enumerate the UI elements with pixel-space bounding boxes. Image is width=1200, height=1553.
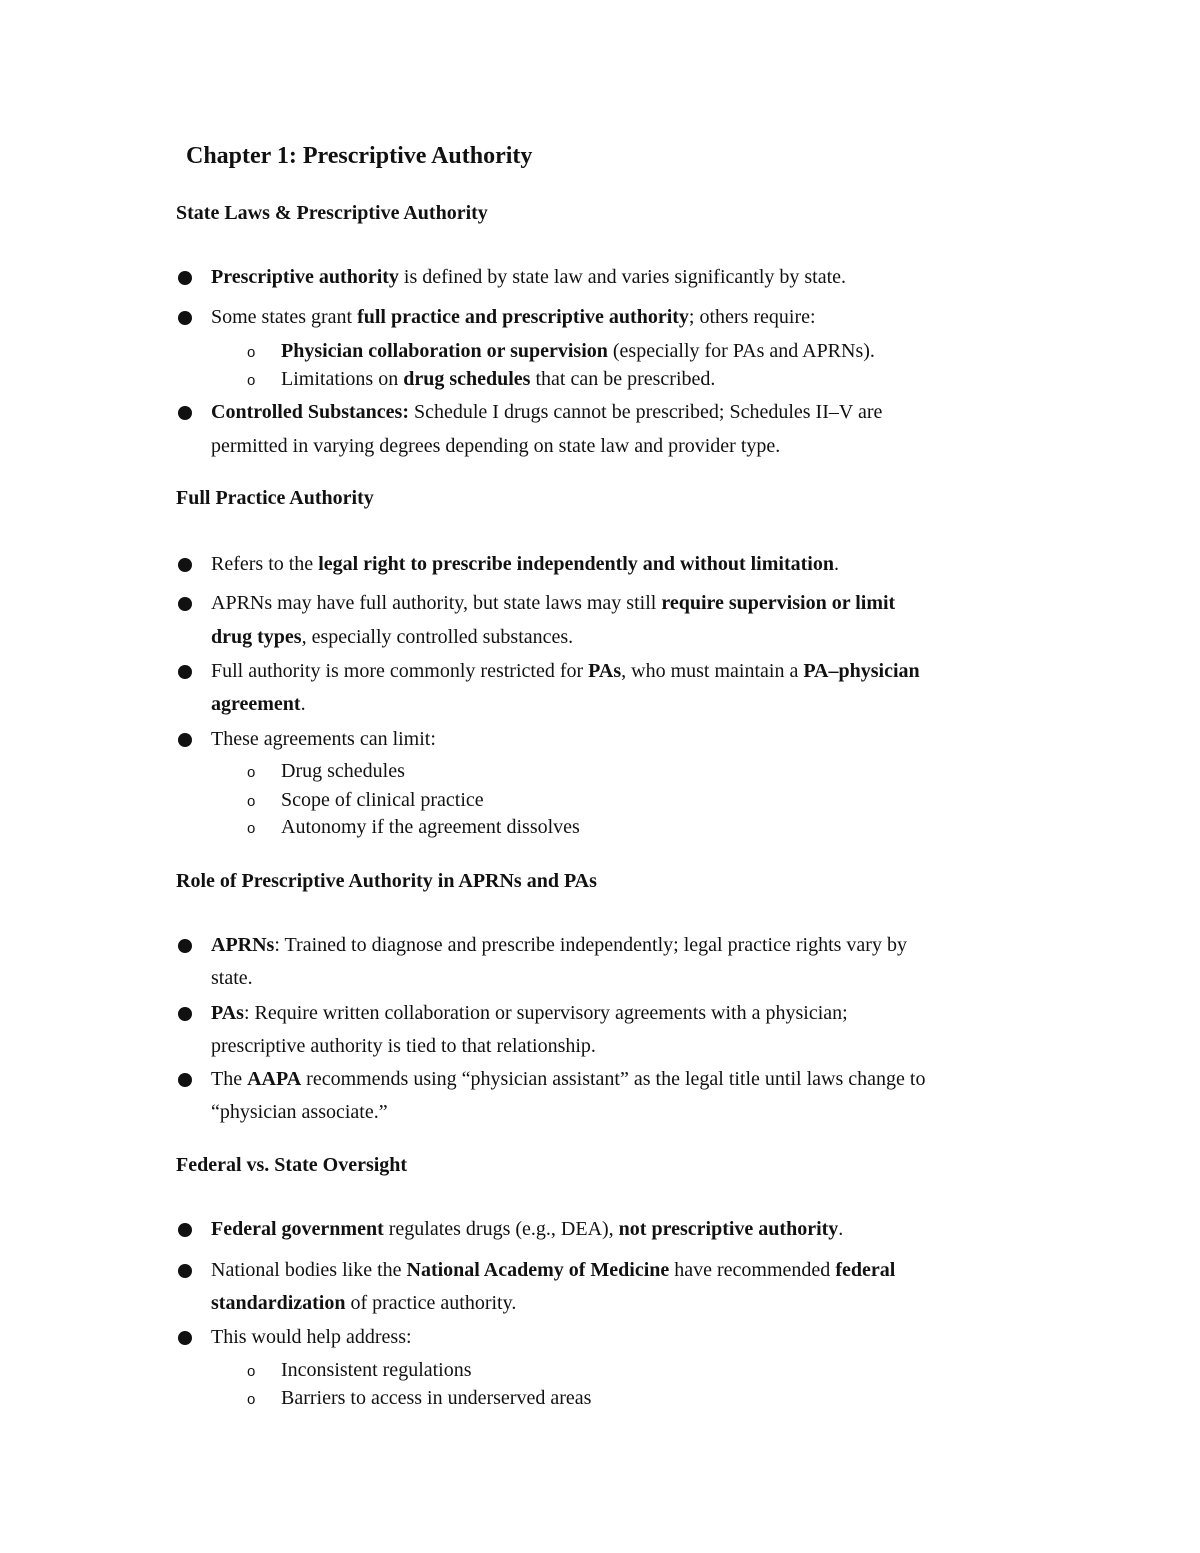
- list-item: [211, 552, 839, 576]
- bold-text: not prescriptive authority: [618, 1218, 839, 1240]
- text: .: [833, 553, 839, 575]
- bold-text: PAs: [588, 660, 622, 682]
- list-item: [211, 400, 882, 424]
- list-item: [211, 305, 816, 329]
- bold-text: drug types: [211, 626, 302, 648]
- bullet-dot-icon: [178, 1073, 192, 1087]
- section-heading: Role of Prescriptive Authority in APRNs and PAs: [176, 870, 597, 892]
- bold-text: PA–physician: [803, 660, 920, 682]
- list-item-continuation: [211, 692, 306, 716]
- text: APRNs may have full authority, but state laws may still: [211, 592, 662, 614]
- bullet-dot-icon: [178, 665, 192, 679]
- text: Some states grant: [211, 306, 358, 328]
- list-item-continuation: [211, 1291, 516, 1315]
- bold-text: drug schedules: [403, 368, 531, 390]
- bullet-dot-icon: [178, 1223, 192, 1237]
- list-item-continuation: [211, 625, 573, 649]
- text: Full authority is more commonly restricted for: [211, 660, 589, 682]
- text: Schedule I drugs cannot be prescribed; Schedules II–V are: [409, 401, 883, 423]
- list-item: [211, 659, 920, 683]
- text: These agreements can limit:: [211, 728, 436, 750]
- bullet-dot-icon: [178, 597, 192, 611]
- sub-list-item: [281, 1386, 591, 1410]
- bullet-dot-icon: [178, 939, 192, 953]
- list-item-continuation: [211, 1034, 596, 1058]
- bullet-dot-icon: [178, 271, 192, 285]
- list-item: [211, 1217, 843, 1241]
- list-item-continuation: [211, 966, 253, 990]
- text: , especially controlled substances.: [301, 626, 574, 648]
- sub-list-item: [281, 788, 484, 812]
- bold-text: federal: [835, 1259, 896, 1281]
- text: (especially for PAs and APRNs).: [607, 340, 875, 362]
- text: Inconsistent regulations: [281, 1359, 472, 1381]
- section-heading: Full Practice Authority: [176, 487, 374, 509]
- bold-text: AAPA: [247, 1068, 302, 1090]
- bold-text: National Academy of Medicine: [406, 1259, 670, 1281]
- bullet-dot-icon: [178, 1007, 192, 1021]
- list-item: [211, 591, 895, 615]
- bold-text: PAs: [211, 1002, 244, 1024]
- bold-text: APRNs: [211, 934, 275, 956]
- sub-list-item: [281, 367, 715, 391]
- text: .: [838, 1218, 844, 1240]
- text: prescriptive authority is tied to that relationship.: [211, 1035, 596, 1057]
- sub-bullet-circle-icon: o: [247, 820, 256, 837]
- text: Barriers to access in underserved areas: [281, 1387, 592, 1409]
- bold-text: Prescriptive authority: [211, 266, 399, 288]
- list-item: [211, 727, 436, 751]
- chapter-title: Chapter 1: Prescriptive Authority: [186, 143, 533, 169]
- sub-list-item: [281, 1358, 472, 1382]
- bold-text: require supervision or limit: [661, 592, 896, 614]
- list-item: [211, 1001, 848, 1025]
- bold-text: Controlled Substances:: [211, 401, 409, 423]
- text: that can be prescribed.: [530, 368, 716, 390]
- bullet-dot-icon: [178, 1264, 192, 1278]
- bullet-dot-icon: [178, 311, 192, 325]
- sub-bullet-circle-icon: o: [247, 764, 256, 781]
- bullet-dot-icon: [178, 558, 192, 572]
- bullet-dot-icon: [178, 1331, 192, 1345]
- text: Autonomy if the agreement dissolves: [281, 816, 580, 838]
- text: have recommended: [669, 1259, 836, 1281]
- sub-list-item: [281, 759, 405, 783]
- sub-bullet-circle-icon: o: [247, 1391, 256, 1408]
- text: is defined by state law and varies significantly by state.: [398, 266, 847, 288]
- text: regulates drugs (e.g., DEA),: [383, 1218, 619, 1240]
- section-heading: State Laws & Prescriptive Authority: [176, 202, 488, 224]
- text: , who must maintain a: [621, 660, 804, 682]
- text: Scope of clinical practice: [281, 789, 484, 811]
- bold-text: Federal government: [211, 1218, 384, 1240]
- bullet-dot-icon: [178, 406, 192, 420]
- text: of practice authority.: [345, 1292, 517, 1314]
- text: ; others require:: [688, 306, 816, 328]
- sub-bullet-circle-icon: o: [247, 372, 256, 389]
- text: “physician associate.”: [211, 1101, 388, 1123]
- text: : Require written collaboration or supervisory agreements with a physician;: [243, 1002, 848, 1024]
- bold-text: standardization: [211, 1292, 346, 1314]
- text: recommends using “physician assistant” as the legal title until laws change to: [301, 1068, 926, 1090]
- text: state.: [211, 967, 253, 989]
- list-item-continuation: [211, 434, 780, 458]
- sub-bullet-circle-icon: o: [247, 344, 256, 361]
- text: permitted in varying degrees depending on state law and provider type.: [211, 435, 781, 457]
- list-item: [211, 1067, 925, 1091]
- text: .: [300, 693, 306, 715]
- section-heading: Federal vs. State Oversight: [176, 1154, 408, 1176]
- text: This would help address:: [211, 1326, 412, 1348]
- list-item: [211, 265, 846, 289]
- bold-text: agreement: [211, 693, 301, 715]
- text: Refers to the: [211, 553, 319, 575]
- bold-text: legal right to prescribe independently and without limitation: [318, 553, 834, 575]
- sub-bullet-circle-icon: o: [247, 1363, 256, 1380]
- text: Drug schedules: [281, 760, 405, 782]
- bold-text: full practice and prescriptive authority: [357, 306, 689, 328]
- sub-list-item: [281, 339, 875, 363]
- bold-text: Physician collaboration or supervision: [281, 340, 608, 362]
- bullet-dot-icon: [178, 733, 192, 747]
- text: The: [211, 1068, 248, 1090]
- text: Limitations on: [281, 368, 404, 390]
- list-item: [211, 1325, 412, 1349]
- text: : Trained to diagnose and prescribe independently; legal practice rights vary by: [274, 934, 907, 956]
- list-item: [211, 1258, 895, 1282]
- list-item-continuation: [211, 1100, 388, 1124]
- text: National bodies like the: [211, 1259, 407, 1281]
- list-item: [211, 933, 907, 957]
- sub-list-item: [281, 815, 580, 839]
- sub-bullet-circle-icon: o: [247, 793, 256, 810]
